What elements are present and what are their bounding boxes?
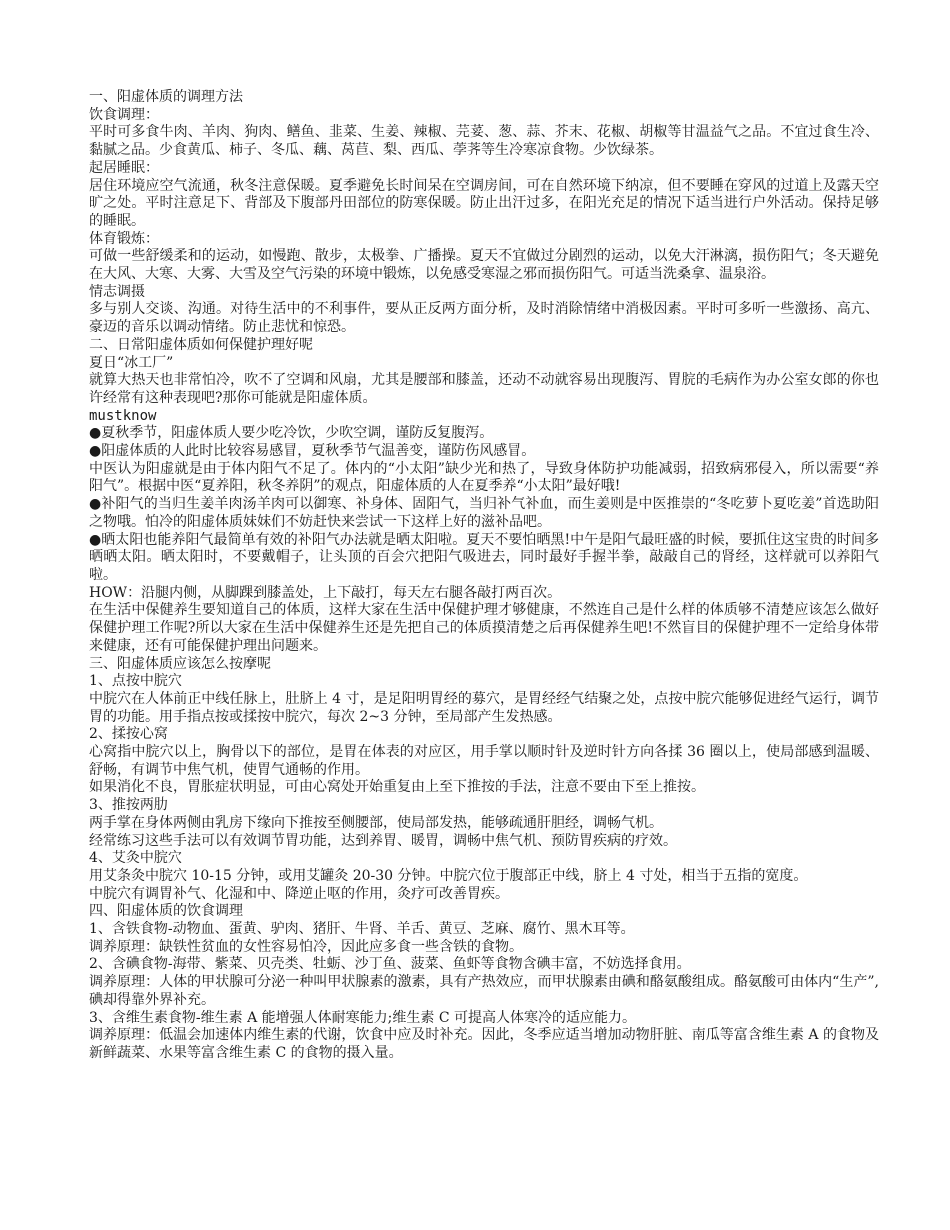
paragraph-how: HOW：沿腿内侧，从脚踝到膝盖处，上下敲打，每天左右腿各敲打两百次。 — [89, 584, 562, 601]
bullet-item: ●补阳气的当归生姜羊肉汤羊肉可以御寒、补身体、固阳气，当归补气补血，而生姜则是中医推崇的“冬吃萝卜夏吃姜”首选助阳之物哦。怕冷的阳虚体质妹妹们不妨赶快来尝试一下这样上好的滋补品吧。 — [89, 496, 879, 530]
food-item: 2、含碘食物-海带、紫菜、贝壳类、牡蛎、沙丁鱼、菠菜、鱼虾等食物含碘丰富，不妨选择食用。 — [89, 956, 691, 973]
paragraph: 经常练习这些手法可以有效调节胃功能，达到养胃、暖胃，调畅中焦气机、预防胃疾病的疗效。 — [89, 832, 677, 849]
paragraph: 可做一些舒缓柔和的运动，如慢跑、散步，太极拳、广播操。夏天不宜做过分剧烈的运动，以免大汗淋漓，损伤阳气；冬天避免在大风、大寒、大雾、大雪及空气污染的环境中锻炼，以免感受寒湿之邪而损伤阳气。可适当洗桑拿、温泉浴。 — [89, 248, 879, 283]
paragraph: 在生活中保健养生要知道自己的体质，这样大家在生活中保健护理才够健康，不然连自己是什么样的体质够不清楚应该怎么做好保健护理工作呢?所以大家在生活中保健养生还是先把自己的体质摸清楚之后再保健养生吧!不然盲目的保健护理不一定给身体带来健康，还有可能保健护理出问题来。 — [89, 602, 879, 654]
paragraph: 就算大热天也非常怕冷，吹不了空调和风扇，尤其是腰部和膝盖，还动不动就容易出现腹泻、胃脘的毛病作为办公室女郎的你也许经常有这种表现吧?那你可能就是阳虚体质。 — [89, 372, 879, 406]
paragraph: 心窝指中脘穴以上，胸骨以下的部位，是胃在体表的对应区，用手掌以顺时针及逆时针方向各揉 36 圈以上，使局部感到温暖、舒畅，有调节中焦气机，使胃气通畅的作用。 — [89, 744, 879, 778]
paragraph: 调养原理：人体的甲状腺可分泌一种叫甲状腺素的激素，具有产热效应，而甲状腺素由碘和酪氨酸组成。酪氨酸可由体内“生产”,碘却得靠外界补充。 — [89, 974, 879, 1008]
paragraph: 调养原理：缺铁性贫血的女性容易怕冷，因此应多食一些含铁的食物。 — [89, 938, 523, 955]
subheading-exercise: 体育锻炼： — [89, 230, 159, 247]
heading-section-2: 二、日常阳虚体质如何保健护理好呢 — [89, 336, 313, 353]
bullet-item: ●阳虚体质的人此时比较容易感冒，夏秋季节气温善变，谨防伤风感冒。 — [89, 443, 536, 460]
subheading-massage-2: 2、揉按心窝 — [89, 726, 168, 743]
heading-section-3: 三、阳虚体质应该怎么按摩呢 — [89, 655, 271, 672]
paragraph: 如果消化不良，胃胀症状明显，可由心窝处开始重复由上至下推按的手法，注意不要由下至上推按。 — [89, 779, 705, 796]
subheading-massage-4: 4、艾灸中脘穴 — [89, 850, 182, 867]
bullet-item: ●夏秋季节，阳虚体质人要少吃冷饮，少吹空调，谨防反复腹泻。 — [89, 425, 494, 442]
food-item: 1、含铁食物-动物血、蛋黄、驴肉、猪肝、牛肾、羊舌、黄豆、芝麻、腐竹、黑木耳等。 — [89, 921, 635, 938]
document-body — [89, 89, 879, 1063]
paragraph: 两手掌在身体两侧由乳房下缘向下推按至侧腰部，使局部发热，能够疏通肝胆经，调畅气机。 — [89, 814, 663, 831]
paragraph: 平时可多食牛肉、羊肉、狗肉、鳝鱼、韭菜、生姜、辣椒、芫荽、葱、蒜、芥末、花椒、胡椒等甘温益气之品。不宜过食生冷、黏腻之品。少食黄瓜、柿子、冬瓜、藕、莴苣、梨、西瓜、荸荠等生冷寒凉食物。少饮绿茶。 — [89, 124, 879, 159]
subheading-diet: 饮食调理： — [89, 106, 159, 123]
paragraph: 中脘穴有调胃补气、化湿和中、降逆止呕的作用，灸疗可改善胃疾。 — [89, 885, 509, 902]
subheading-mustknow: mustknow — [89, 407, 157, 424]
subheading-massage-3: 3、推按两肋 — [89, 797, 168, 814]
subheading-emotion: 情志调摄 — [89, 283, 145, 300]
subheading-living-sleep: 起居睡眠： — [89, 159, 159, 176]
paragraph: 用艾条灸中脘穴 10-15 分钟，或用艾罐灸 20-30 分钟。中脘穴位于腹部正中线，脐上 4 寸处，相当于五指的宽度。 — [89, 867, 808, 884]
paragraph: 调养原理：低温会加速体内维生素的代谢，饮食中应及时补充。因此，冬季应适当增加动物肝脏、南瓜等富含维生素 A 的食物及新鲜蔬菜、水果等富含维生素 C 的食物的摄入量。 — [89, 1027, 879, 1061]
heading-section-4: 四、阳虚体质的饮食调理 — [89, 903, 243, 920]
paragraph: 多与别人交谈、沟通。对待生活中的不利事件，要从正反两方面分析，及时消除情绪中消极因素。平时可多听一些激扬、高亢、豪迈的音乐以调动情绪。防止悲忧和惊恐。 — [89, 301, 879, 336]
subheading-summer: 夏日“冰工厂” — [89, 354, 174, 371]
paragraph: 中医认为阳虚就是由于体内阳气不足了。体内的“小太阳”缺少光和热了，导致身体防护功能减弱，招致病邪侵入，所以需要“养阳气”。根据中医“夏养阳，秋冬养阴”的观点，阳虚体质的人在夏季养“小太阳”最好哦! — [89, 460, 879, 495]
paragraph: 中脘穴在人体前正中线任脉上，肚脐上 4 寸，是足阳明胃经的募穴，是胃经经气结聚之处，点按中脘穴能够促进经气运行，调节胃的功能。用手指点按或揉按中脘穴，每次 2~3 分钟，至局部产生发热感。 — [89, 690, 879, 725]
paragraph: 居住环境应空气流通，秋冬注意保暖。夏季避免长时间呆在空调房间，可在自然环境下纳凉，但不要睡在穿风的过道上及露天空旷之处。平时注意足下、背部及下腹部丹田部位的防寒保暖。防止出汗过多，在阳光充足的情况下适当进行户外活动。保持足够的睡眠。 — [89, 177, 879, 229]
bullet-item: ●晒太阳也能养阳气最简单有效的补阳气办法就是晒太阳啦。夏天不要怕晒黑!中午是阳气最旺盛的时候，要抓住这宝贵的时间多晒晒太阳。晒太阳时，不要戴帽子，让头顶的百会穴把阳气吸进去，同时最好手握半拳，敲敲自己的肾经，这样就可以养阳气啦。 — [89, 531, 879, 583]
heading-section-1: 一、阳虚体质的调理方法 — [89, 89, 243, 105]
food-item: 3、含维生素食物-维生素 A 能增强人体耐寒能力;维生素 C 可提高人体寒冷的适应能力。 — [89, 1009, 636, 1026]
subheading-massage-1: 1、点按中脘穴 — [89, 673, 182, 690]
